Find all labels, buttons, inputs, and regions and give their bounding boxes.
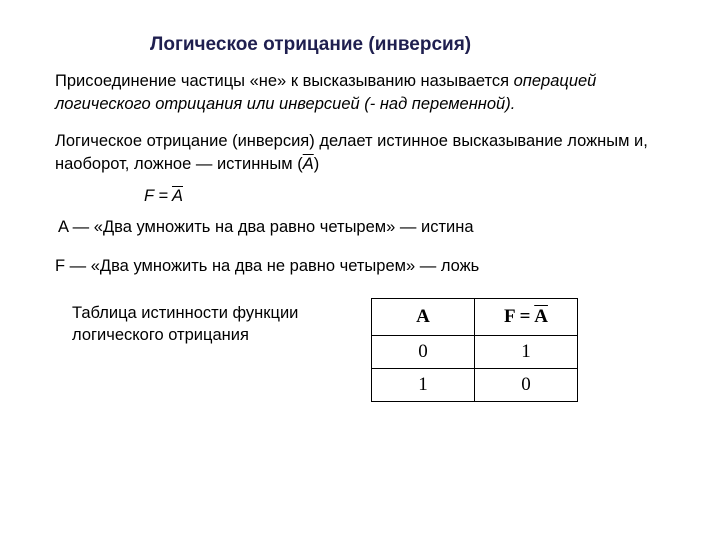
truth-table [371,298,578,402]
statement-f: F — «Два умножить на два не равно четырем» — ложь [55,257,480,275]
explanation-close: ) [313,155,320,173]
header-a: A [372,299,475,336]
header-f-var: $\overline{A}$ [534,306,548,327]
table-row [372,369,578,402]
table-header-row [372,299,578,336]
table-caption: Таблица истинности функции логического отрицания [72,304,299,344]
definition-paragraph [55,70,675,116]
explanation-text: Логическое отрицание (инверсия) делает истинное высказывание ложным и, наоборот, ложное — истинным ( [55,132,648,173]
formula-lhs: F = [144,187,172,205]
negated-variable: $\overline{A}$ [302,155,314,173]
definition-text: Присоединение частицы «не» к высказыванию называется [55,72,514,90]
definition-term: операцией логического отрицания или инверсией (- над переменной). [55,72,597,113]
header-f-lhs: F = [504,306,535,327]
statement-a: A — «Два умножить на два равно четырем» — истина [58,218,474,236]
table-cell: 1 [372,369,475,402]
page-title: Логическое отрицание (инверсия) [150,34,472,55]
table-cell: 0 [475,369,578,402]
header-f [475,299,578,336]
negation-formula [144,187,183,206]
table-row [372,336,578,369]
explanation-paragraph [55,130,675,176]
table-cell: 1 [475,336,578,369]
table-cell: 0 [372,336,475,369]
formula-negated-var: $\overline{A}$ [171,187,183,205]
